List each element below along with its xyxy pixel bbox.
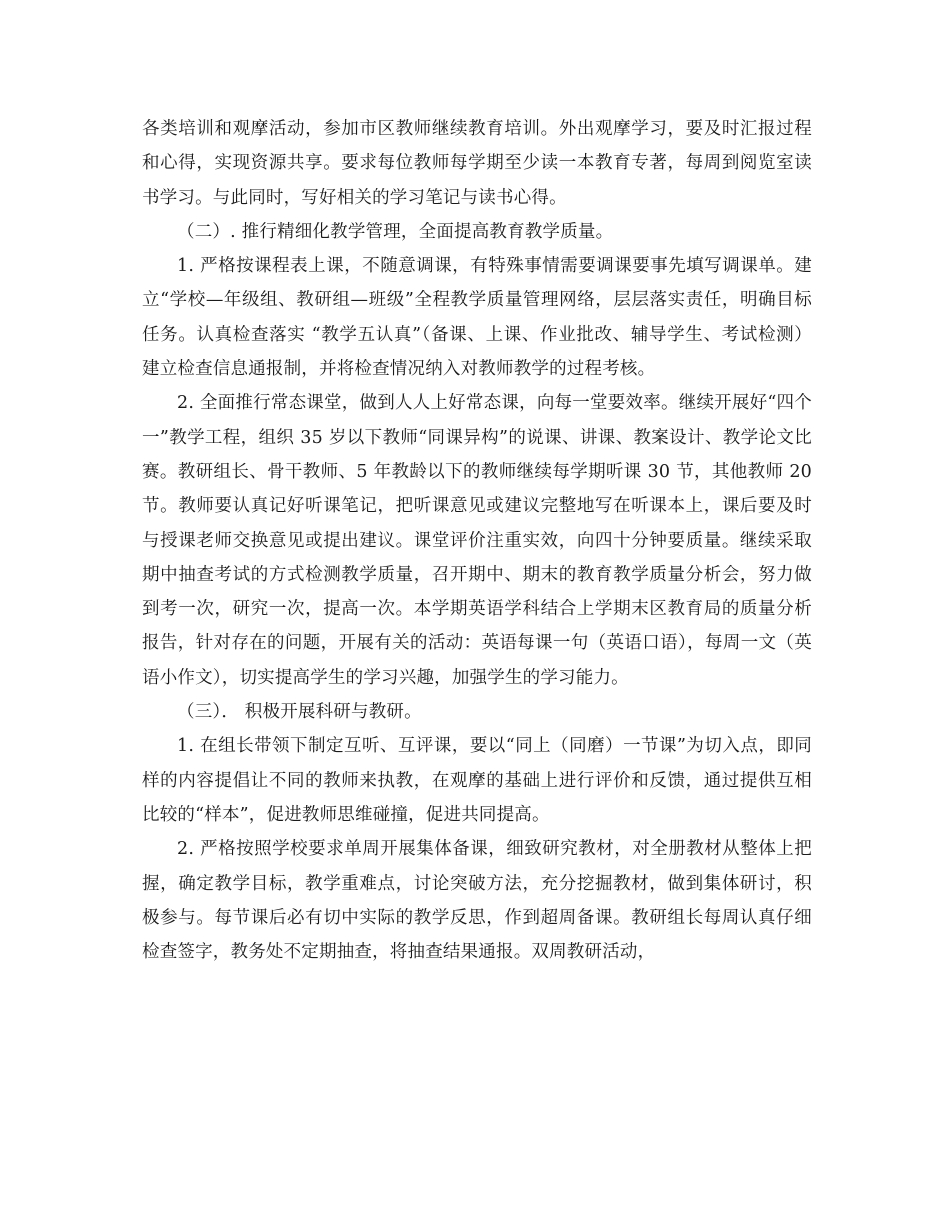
paragraph-research-2: 2. 严格按照学校要求单周开展集体备课，细致研究教材，对全册教材从整体上把握，确定教学目标，教学重难点，讨论突破方法，充分挖掘教材，做到集体研讨，积极参与。每节课后必有切中实际的教学反思，作到超周备课。教研组长每周认真仔细检查签字，教务处不定期抽查，将抽查结果通报。双周教研活动， — [142, 839, 812, 963]
paragraph-research-1: 1. 在组长带领下制定互听、互评课，要以“同上（同磨）一节课”为切入点，即同样的内容提倡让不同的教师来执教，在观摩的基础上进行评价和反馈，通过提供互相比较的“样本”，促进教师思维碰撞，促进共同提高。 — [142, 736, 812, 825]
paragraph-item-1: 1. 严格按课程表上课，不随意调课，有特殊事情需要调课要事先填写调课单。建立“学校—年级组、教研组—班级”全程教学质量管理网络，层层落实责任，明确目标任务。认真检查落实 “教学五认真”（备课、上课、作业批改、辅导学生、考试检测）建立检查信息通报制，并将检查情况纳入对教师教学的过程考核。 — [142, 256, 812, 380]
document-page — [142, 112, 812, 969]
paragraph-training: 各类培训和观摩活动，参加市区教师继续教育培训。外出观摩学习，要及时汇报过程和心得，实现资源共享。要求每位教师每学期至少读一本教育专著，每周到阅览室读书学习。与此同时，写好相关的学习笔记与读书心得。 — [142, 119, 812, 208]
paragraph-item-2: 2. 全面推行常态课堂，做到人人上好常态课，向每一堂要效率。继续开展好“四个一”教学工程，组织 35 岁以下教师“同课异构”的说课、讲课、教案设计、教学论文比赛。教研组长、骨干教师、5 年教龄以下的教师继续每学期听课 30 节，其他教师 20 节。教师要认真记好听课笔记，把听课意见或建议完整地写在听课本上，课后要及时与授课老师交换意见或提出建议。课堂评价注重实效，向四十分钟要质量。继续采取期中抽查考试的方式检测教学质量，召开期中、期末的教育教学质量分析会，努力做到考一次，研究一次，提高一次。本学期英语学科结合上学期末区教育局的质量分析报告，针对存在的问题，开展有关的活动：英语每课一句（英语口语），每周一文（英语小作文），切实提高学生的学习兴趣，加强学生的学习能力。 — [142, 393, 812, 688]
section-heading-3: （三）． 积极开展科研与教研。 — [177, 702, 422, 723]
section-heading-2: （二）. 推行精细化教学管理，全面提高教育教学质量。 — [177, 221, 614, 242]
